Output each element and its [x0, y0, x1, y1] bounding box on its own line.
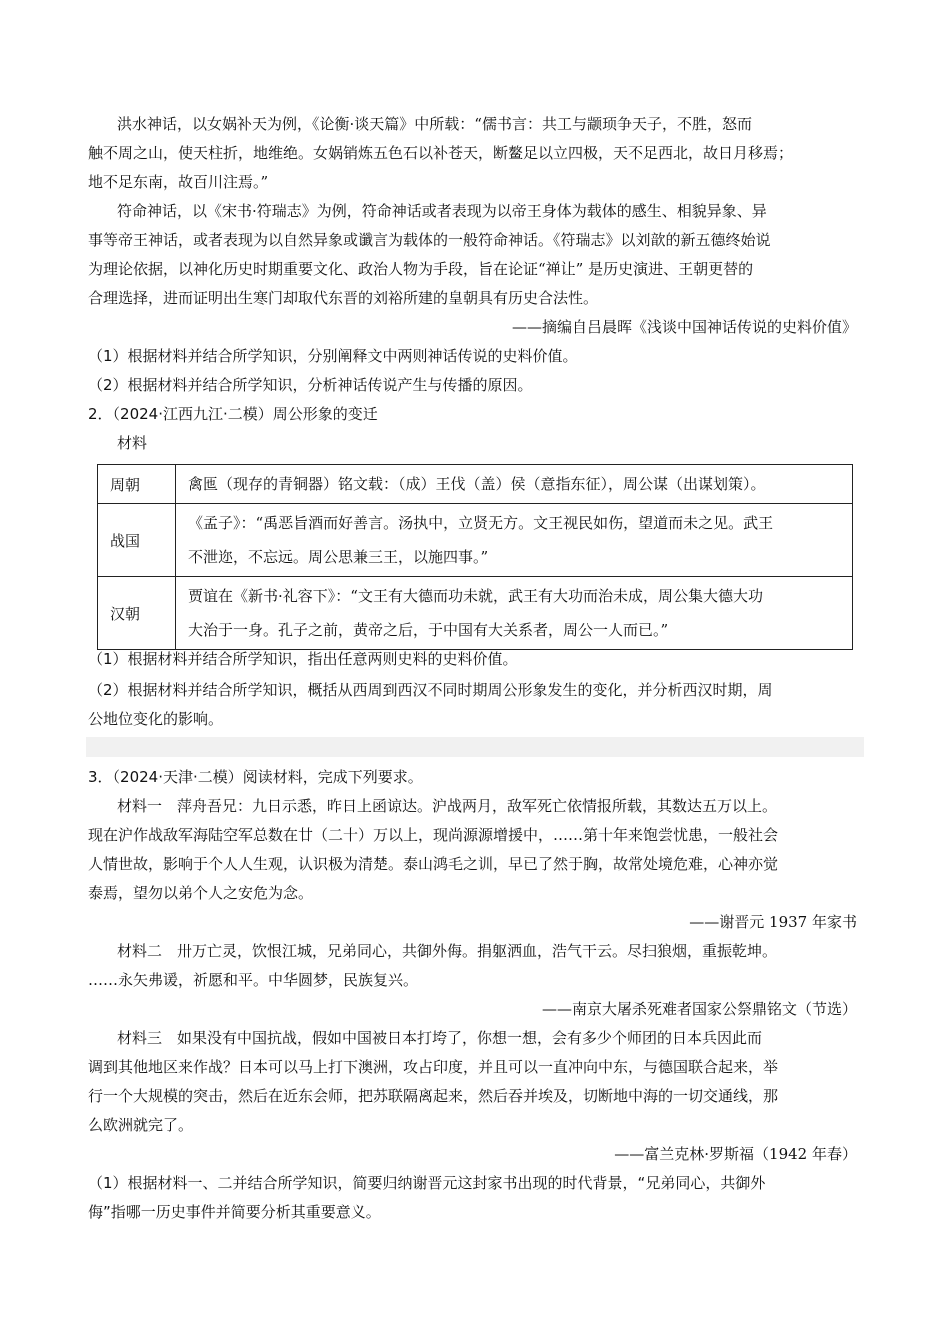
passage-source: ——摘编自吕晨晖《浅谈中国神话传说的史料价值》: [511, 318, 857, 336]
material-line: 材料三 如果没有中国抗战，假如中国被日本打垮了，你想一想，会有多少个师团的日本兵因此而: [117, 1029, 763, 1047]
material-cell: [176, 577, 853, 650]
section-divider: [86, 737, 864, 757]
material-line: 现在沪作战敌军海陆空军总数在廿（二十）万以上，现尚源源增援中，……第十年来饱尝忧患，一般社会: [88, 826, 779, 844]
material-line: 材料一 萍舟吾兄：九日示悉，昨日上函谅达。沪战两月，敌军死亡依情报所载，其数达五万以上。: [117, 797, 778, 815]
material-line: 不泄迩，不忘远。周公思兼三王，以施四事。”: [188, 548, 489, 566]
passage-line: 地不足东南，故百川注焉。”: [88, 173, 269, 191]
passage-line: 触不周之山，使天柱折，地维绝。女娲销炼五色石以补苍天，断鳌足以立四极，天不足西北，故日月移焉；: [88, 144, 794, 162]
material-line: 么欧洲就完了。: [88, 1116, 194, 1134]
question-item: （2）根据材料并结合所学知识，分析神话传说产生与传播的原因。: [88, 376, 533, 394]
question-item: （1）根据材料一、二并结合所学知识，简要归纳谢晋元这封家书出现的时代背景，“兄弟同心，共御外: [88, 1174, 766, 1192]
passage-line: 符命神话，以《宋书·符瑞志》为例，符命神话或者表现为以帝王身体为载体的感生、相貌异象、异: [117, 202, 767, 220]
passage-line: 事等帝王神话，或者表现为以自然异象或谶言为载体的一般符命神话。《符瑞志》以刘歆的新五德终始说: [88, 231, 771, 249]
material-line: 大治于一身。孔子之前，黄帝之后，于中国有大关系者，周公一人而已。”: [188, 621, 669, 639]
era-cell: 周朝: [98, 465, 176, 504]
material-line: 禽匜（现存的青铜器）铭文载：（成）王伐（盖）侯（意指东征），周公谋（出谋划策）。: [188, 475, 766, 493]
table-row: [98, 577, 853, 650]
material-cell: [176, 465, 853, 504]
table-row: [98, 465, 853, 504]
table-row: [98, 504, 853, 577]
material-source: ——富兰克林·罗斯福（1942 年春）: [614, 1145, 857, 1163]
era-cell: 战国: [98, 504, 176, 577]
material-line: 人情世故，影响于个人人生观，认识极为清楚。泰山鸿毛之训，早已了然于胸，故常处境危难，心神亦觉: [88, 855, 779, 873]
passage-line: 洪水神话，以女娲补天为例，《论衡·谈天篇》中所载：“儒书言：共工与颛顼争天子，不胜，怒而: [117, 115, 752, 133]
era-cell: 汉朝: [98, 577, 176, 650]
question-item: （1）根据材料并结合所学知识，指出任意两则史料的史料价值。: [88, 650, 518, 668]
passage-line: 为理论依据，以神化历史时期重要文化、政治人物为手段，旨在论证“禅让” 是历史演进、王朝更替的: [88, 260, 754, 278]
material-line: 贾谊在《新书·礼容下》：“文王有大德而功未就，武王有大功而治未成，周公集大德大功: [188, 587, 763, 605]
question-item: 侮”指哪一历史事件并简要分析其重要意义。: [88, 1203, 381, 1221]
material-line: 材料二 卅万亡灵，饮恨江城，兄弟同心，共御外侮。捐躯洒血，浩气干云。尽扫狼烟，重振乾坤。: [117, 942, 778, 960]
question-item: 公地位变化的影响。: [88, 710, 224, 728]
question-heading: 2．（2024·江西九江·二模）周公形象的变迁: [88, 405, 378, 423]
material-source: ——南京大屠杀死难者国家公祭鼎铭文（节选）: [541, 1000, 857, 1018]
question-item: （2）根据材料并结合所学知识，概括从西周到西汉不同时期周公形象发生的变化，并分析西汉时期，周: [88, 681, 773, 699]
question-item: （1）根据材料并结合所学知识，分别阐释文中两则神话传说的史料价值。: [88, 347, 578, 365]
passage-line: 合理选择，进而证明出生寒门却取代东晋的刘裕所建的皇朝具有历史合法性。: [88, 289, 599, 307]
material-line: 调到其他地区来作战？日本可以马上打下澳洲，攻占印度，并且可以一直冲向中东，与德国联合起来，举: [88, 1058, 779, 1076]
material-line: 《孟子》：“禹恶旨酒而好善言。汤执中，立贤无方。文王视民如伤，望道而未之见。武王: [188, 514, 774, 532]
material-line: ……永矢弗谖，祈愿和平。中华圆梦，民族复兴。: [88, 971, 419, 989]
material-table: [97, 464, 853, 650]
material-source: ——谢晋元 1937 年家书: [689, 913, 857, 931]
material-line: 行一个大规模的突击，然后在近东会师，把苏联隔离起来，然后吞并埃及，切断地中海的一切交通线，那: [88, 1087, 779, 1105]
question-heading: 3．（2024·天津·二模）阅读材料，完成下列要求。: [88, 768, 423, 786]
material-label: 材料: [117, 434, 148, 452]
material-line: 泰焉，望勿以弟个人之安危为念。: [88, 884, 314, 902]
material-cell: [176, 504, 853, 577]
